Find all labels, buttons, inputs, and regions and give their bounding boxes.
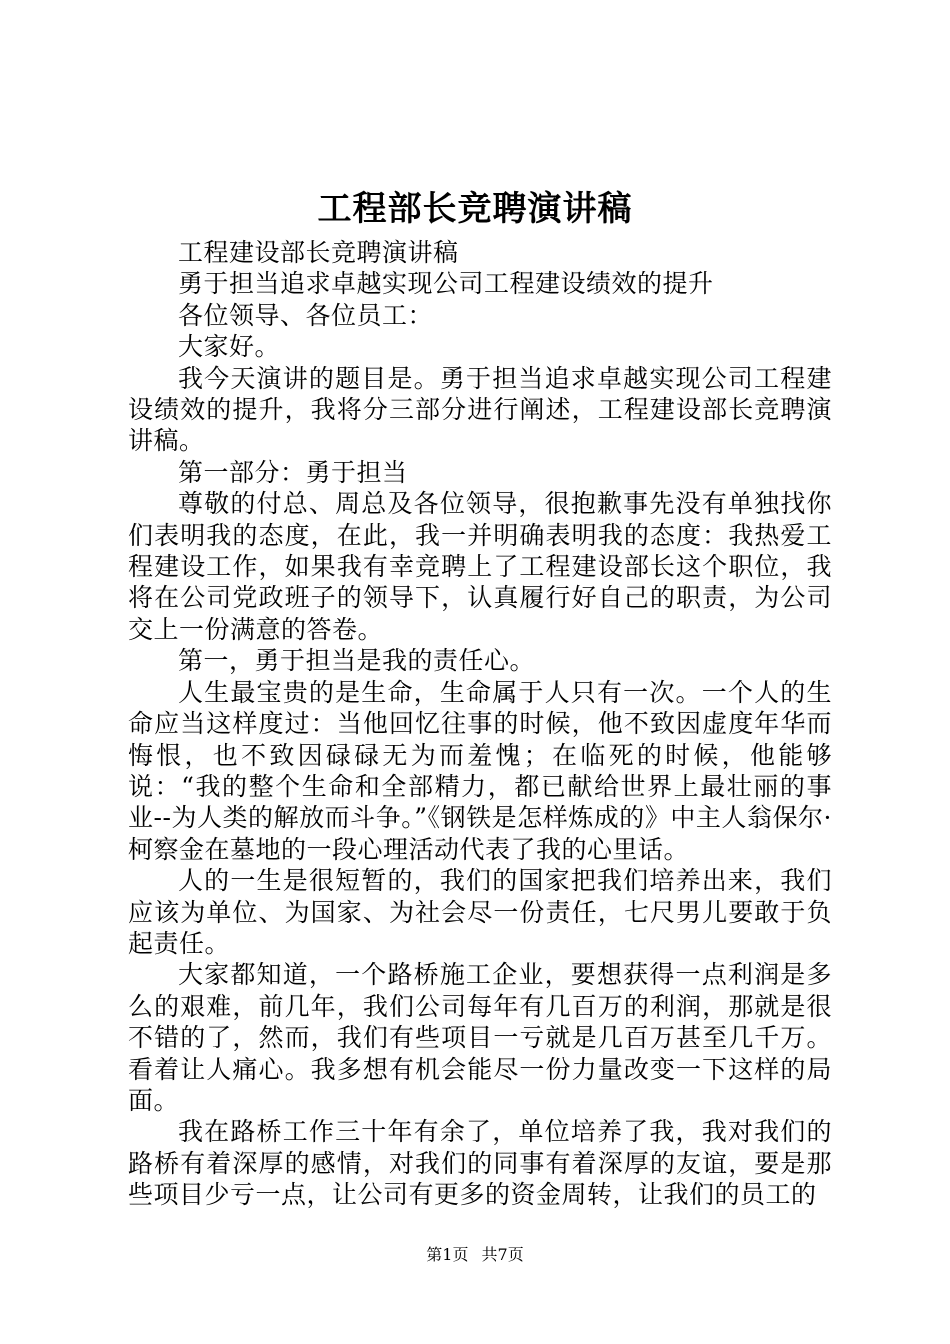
paragraph: 第一，勇于担当是我的责任心。 bbox=[178, 646, 536, 676]
paragraph: 各位领导、各位员工： bbox=[178, 300, 434, 330]
document-body bbox=[128, 237, 832, 1211]
page-footer bbox=[0, 1244, 950, 1266]
paragraph: 我今天演讲的题目是。勇于担当追求卓越实现公司工程建设绩效的提升，我将分三部分进行阐述，工程建设部长竞聘演讲稿。 bbox=[128, 363, 832, 456]
paragraph: 尊敬的付总、周总及各位领导，很抱歉事先没有单独找你们表明我的态度，在此，我一并明确表明我的态度：我热爱工程建设工作，如果我有幸竞聘上了工程建设部长这个职位，我将在公司党政班子的领导下，认真履行好自己的职责，为公司交上一份满意的答卷。 bbox=[128, 489, 832, 644]
paragraph: 勇于担当追求卓越实现公司工程建设绩效的提升 bbox=[178, 269, 714, 299]
paragraph: 大家都知道，一个路桥施工企业，要想获得一点利润是多么的艰难，前几年，我们公司每年有几百万的利润，那就是很不错的了，然而，我们有些项目一亏就是几百万甚至几千万。看着让人痛心。我多想有机会能尽一份力量改变一下这样的局面。 bbox=[128, 960, 832, 1115]
paragraph: 第一部分：勇于担当 bbox=[178, 457, 408, 487]
page-title: 工程部长竞聘演讲稿 bbox=[317, 189, 633, 229]
paragraph: 我在路桥工作三十年有余了，单位培养了我，我对我们的路桥有着深厚的感情，对我们的同事有着深厚的友谊，要是那些项目少亏一点，让公司有更多的资金周转，让我们的员工的 bbox=[128, 1117, 832, 1210]
paragraph: 大家好。 bbox=[178, 332, 281, 362]
paragraph: 工程建设部长竞聘演讲稿 bbox=[178, 238, 459, 267]
paragraph: 人生最宝贵的是生命，生命属于人只有一次。一个人的生命应当这样度过：当他回忆往事的时候，他不致因虚度年华而悔恨，也不致因碌碌无为而羞愧；在临死的时候，他能够说：“我的整个生命和全部精力，都已献给世界上最壮丽的事业--为人类的解放而斗争。”《钢铁是怎样炼成的》中主人翁保尔·柯察金在墓地的一段心理活动代表了我的心里话。 bbox=[128, 677, 832, 864]
page-number: 第1页 bbox=[426, 1245, 469, 1264]
page-total: 共7页 bbox=[481, 1245, 524, 1264]
paragraph: 人的一生是很短暂的，我们的国家把我们培养出来，我们应该为单位、为国家、为社会尽一份责任，七尺男儿要敢于负起责任。 bbox=[128, 866, 832, 958]
